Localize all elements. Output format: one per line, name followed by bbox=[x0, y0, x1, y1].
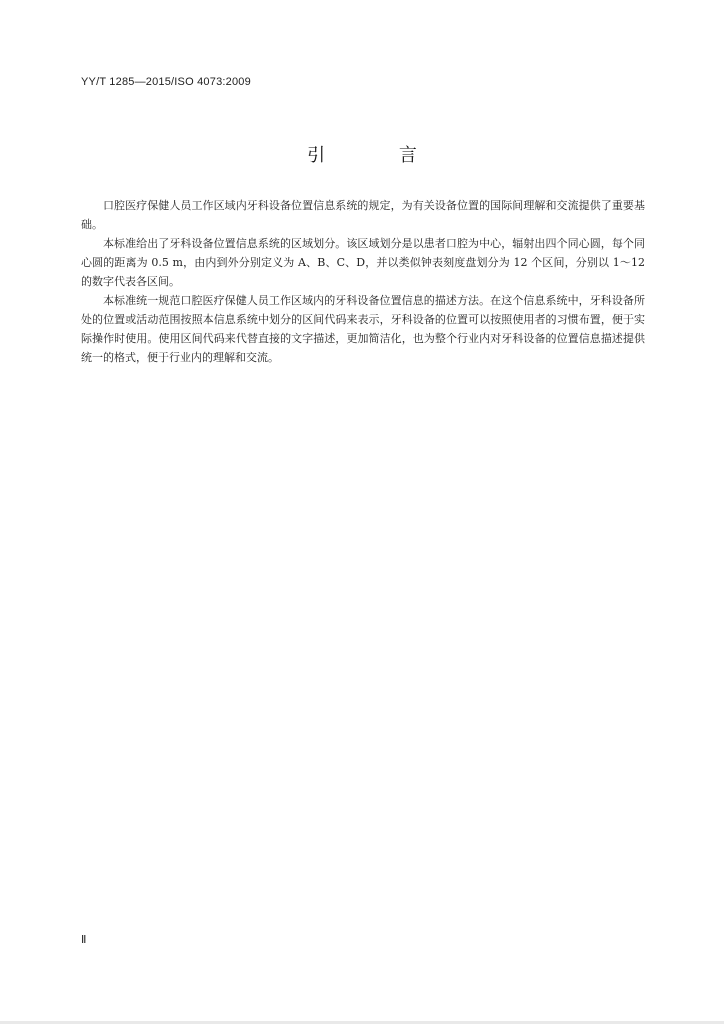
paragraph: 本标准统一规范口腔医疗保健人员工作区域内的牙科设备位置信息的描述方法。在这个信息系统中，牙科设备所处的位置或活动范围按照本信息系统中划分的区间代码来表示，牙科设备的位置可以按照使用者的习惯布置，便于实际操作时使用。使用区间代码来代替直接的文字描述，更加简洁化，也为整个行业内对牙科设备的位置信息描述提供统一的格式，便于行业内的理解和交流。 bbox=[81, 294, 645, 364]
standard-number-header: YY/T 1285—2015/ISO 4073:2009 bbox=[81, 76, 251, 88]
page-number: Ⅱ bbox=[81, 934, 87, 946]
paragraph: 口腔医疗保健人员工作区域内牙科设备位置信息系统的规定，为有关设备位置的国际间理解和交流提供了重要基础。 bbox=[81, 199, 645, 231]
paragraph: 本标准给出了牙科设备位置信息系统的区域划分。该区域划分是以患者口腔为中心，辐射出四个同心圆，每个同心圆的距离为 0.5 m，由内到外分别定义为 A、B、C、D，并以类似钟表刻度盘划分为 12 个区间，分别以 1～12 的数字代表各区间。 bbox=[81, 237, 645, 288]
introduction-body bbox=[81, 196, 645, 367]
page-title: 引 言 bbox=[307, 145, 451, 166]
